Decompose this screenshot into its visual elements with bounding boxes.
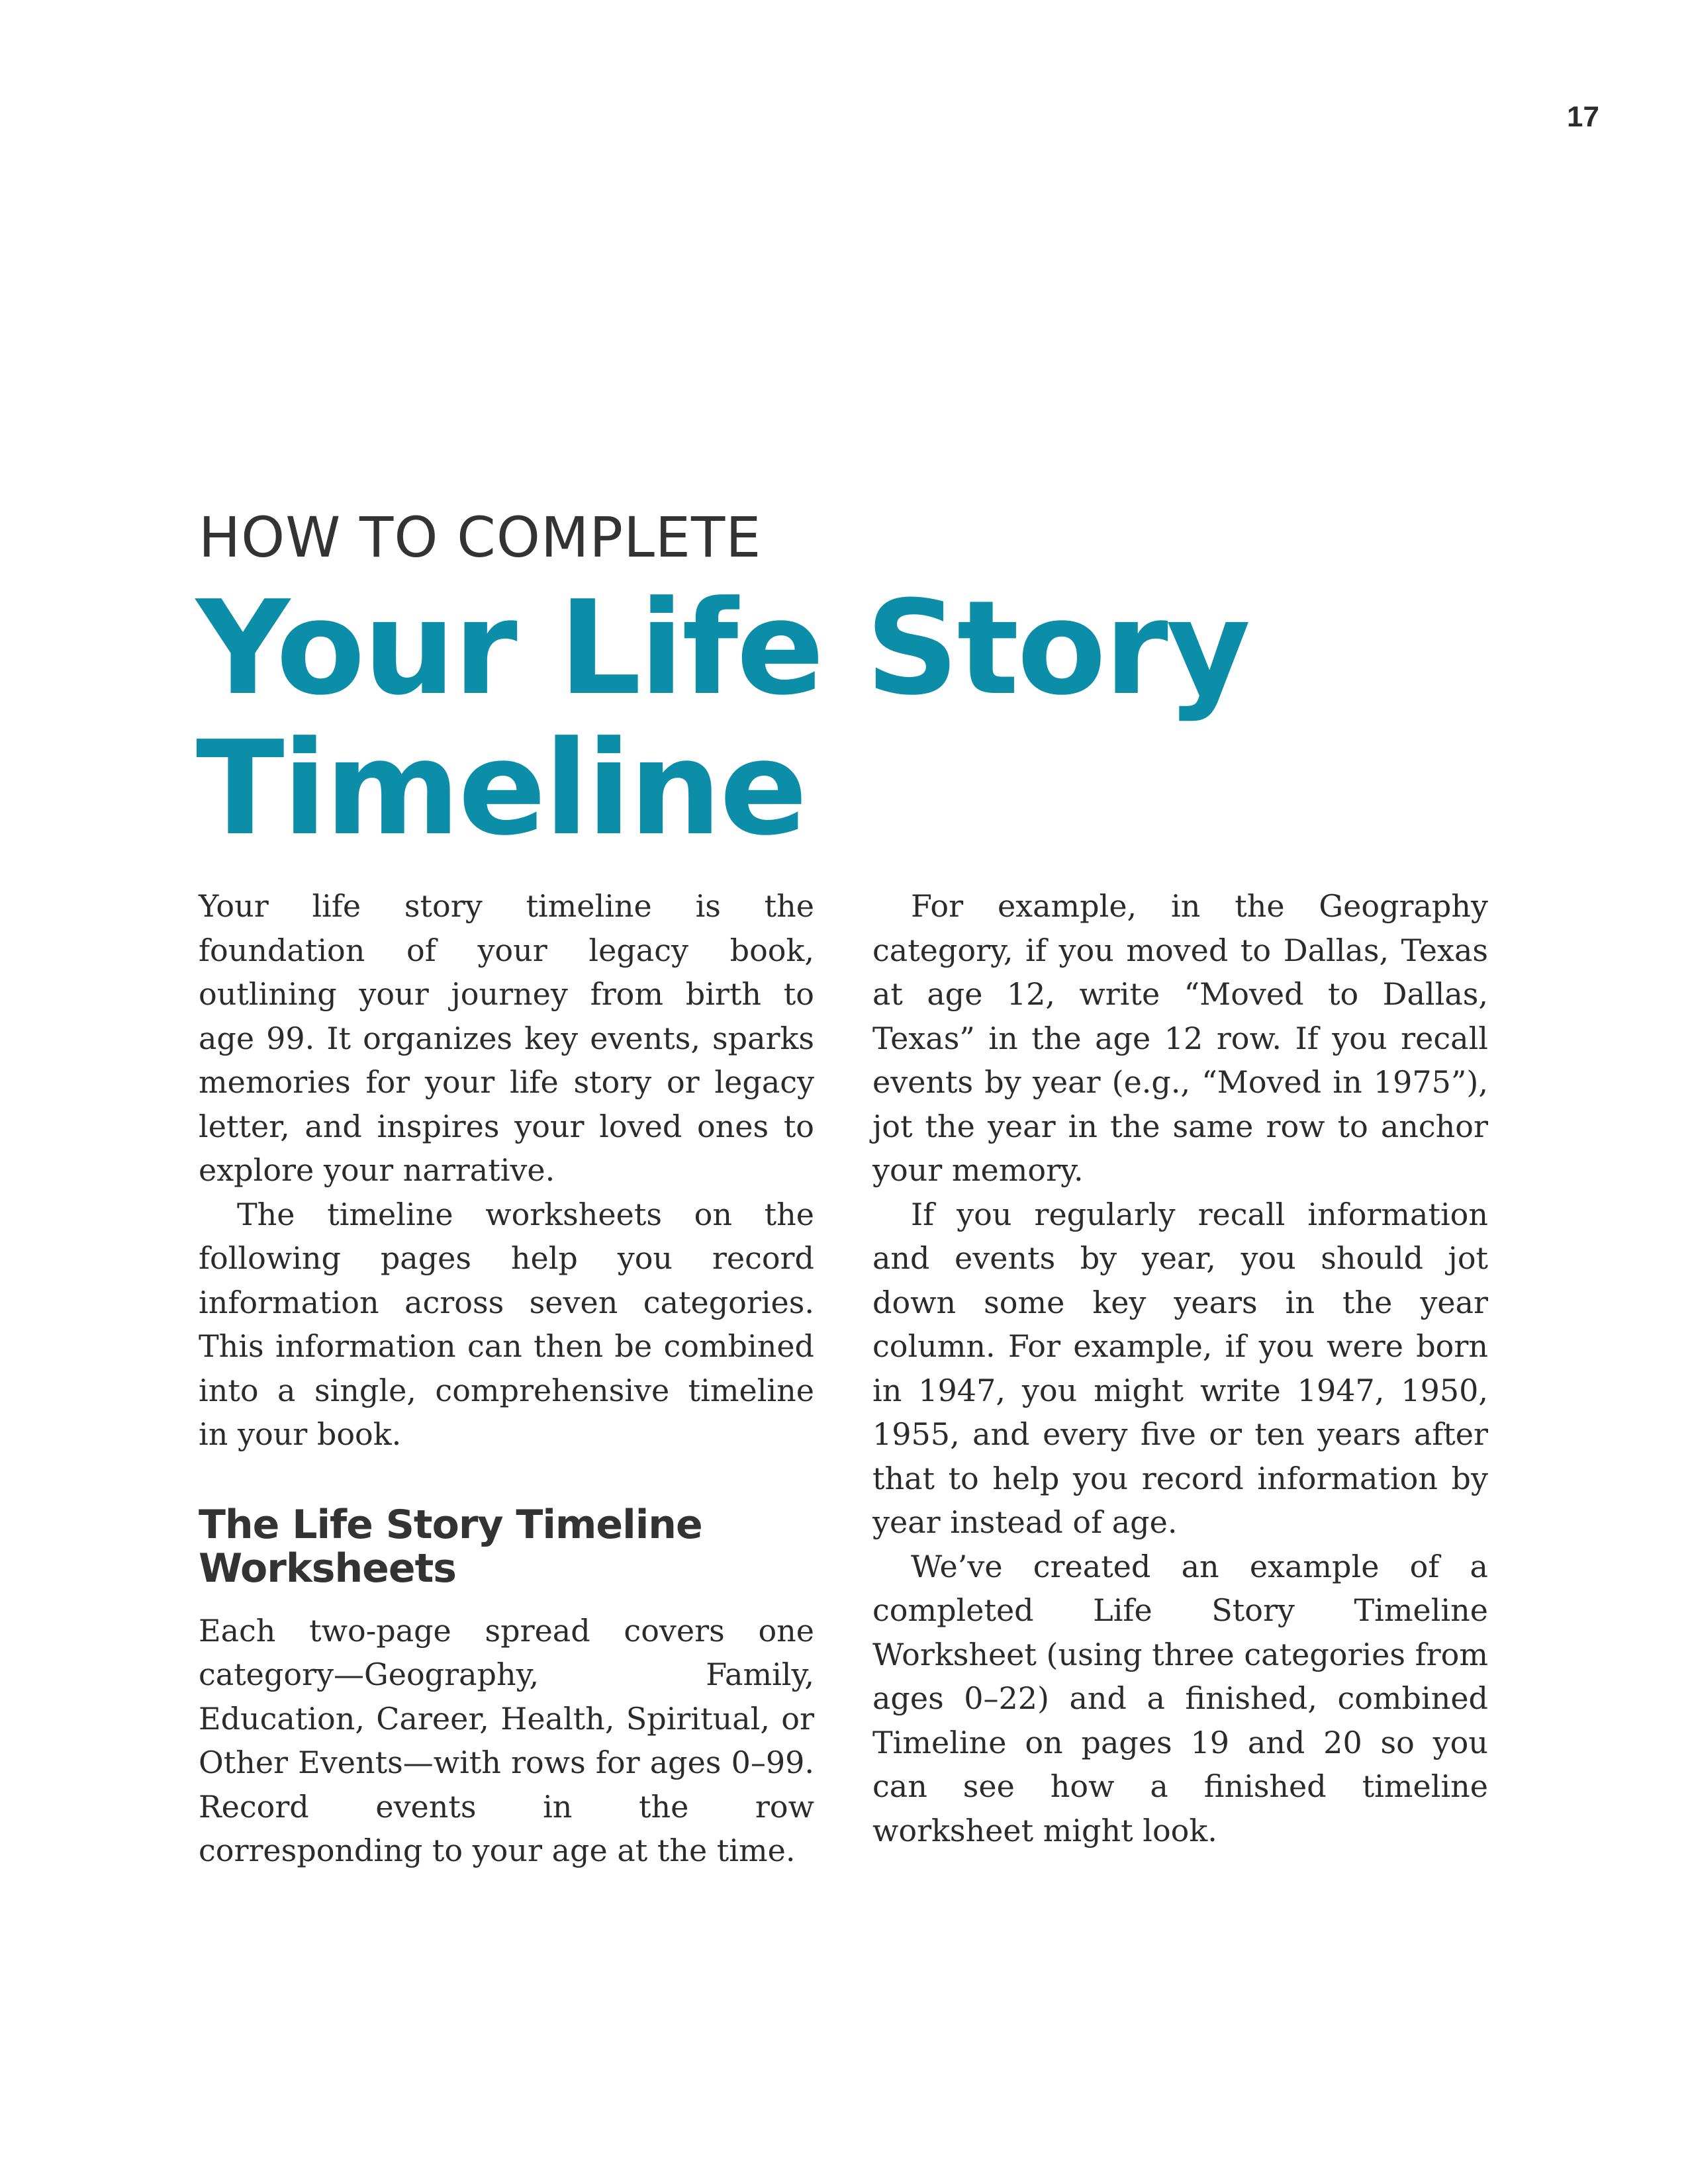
completed-example-paragraph: We’ve created an example of a completed Life Story Timeline Worksheet (using three categories from ages 0–22) and a finished, combined Timeline on pages 19 and 20 so you can see how a finished timeline worksheet might look.: [872, 1548, 1488, 1848]
section-subheading: The Life Story Timeline Worksheets: [199, 1501, 702, 1592]
categories-paragraph: Each two-page spread covers one category—Geography, Family, Education, Career, Health, Spiritual, or Other Events—with rows for ages 0–99. Record events in the row corresponding to your age at the time.: [199, 1612, 814, 1868]
intro-paragraph: Your life story timeline is the foundation of your legacy book, outlining your journey from birth to age 99. It organizes key events, sparks memories for your life story or legacy letter, and inspires your loved ones to explore your narrative.: [199, 888, 814, 1188]
example-paragraph: For example, in the Geography category, if you moved to Dallas, Texas at age 12, write “Moved to Dallas, Texas” in the age 12 row. If you recall events by year (e.g., “Moved in 1975”), jot the year in the same row to anchor your memory.: [872, 888, 1488, 1188]
page-title: Your Life Story Timeline: [196, 573, 1249, 864]
left-column: [199, 884, 814, 1873]
worksheets-overview-paragraph: The timeline worksheets on the following pages help you record information across seven categories. This information can then be combined into a single, comprehensive timeline in your book.: [199, 1196, 814, 1452]
right-column: [872, 884, 1488, 1852]
page-number: 17: [1567, 101, 1599, 133]
year-column-paragraph: If you regularly recall information and events by year, you should jot down some key years in the year column. For example, if you were born in 1947, you might write 1947, 1950, 1955, and every five or ten years after that to help you record information by year instead of age.: [872, 1196, 1488, 1540]
kicker-heading: HOW TO COMPLETE: [199, 505, 762, 570]
